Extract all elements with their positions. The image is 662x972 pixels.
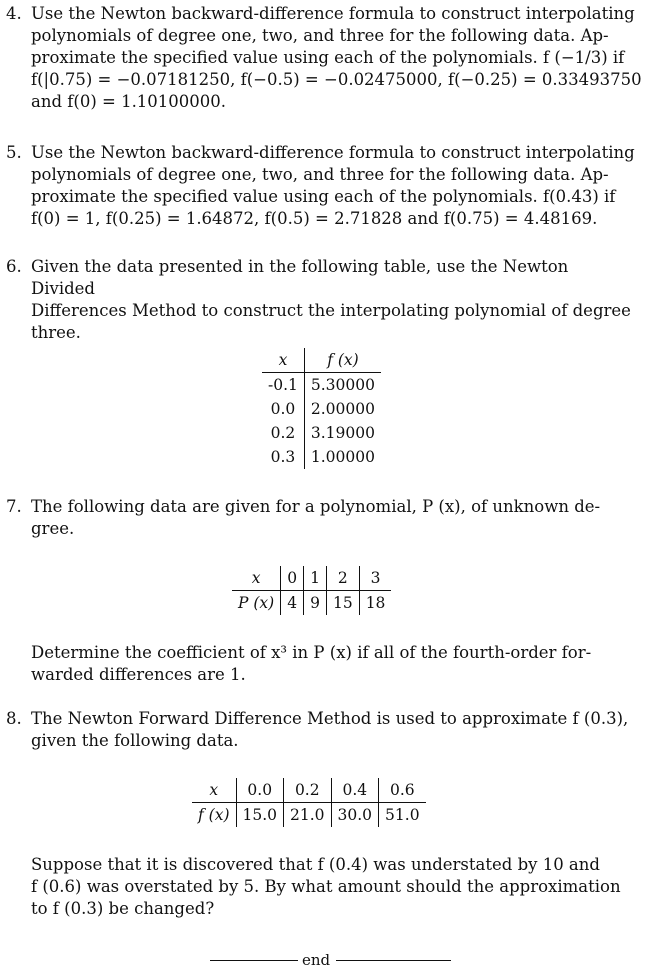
table-row: [262, 373, 381, 398]
text-line: three.: [31, 323, 81, 342]
text-line: The Newton Forward Difference Method is used to approximate f (0.3),: [31, 709, 629, 728]
text-line: f(|0.75) = −0.07181250, f(−0.5) = −0.02475000, f(−0.25) = 0.33493750: [31, 70, 642, 89]
table-row: [262, 445, 381, 469]
text-line: Suppose that it is discovered that f (0.4) was understated by 10 and: [31, 855, 600, 874]
table-cell: 0.6: [379, 778, 426, 803]
table-cell: 30.0: [331, 803, 379, 828]
table-cell: 4: [281, 591, 304, 616]
table-cell: 0.0: [270, 400, 296, 418]
table-cell: 9: [304, 591, 327, 616]
problem-text: [31, 3, 642, 113]
table-cell: 5.30000: [304, 373, 381, 398]
text-line: proximate the specified value using each of the polynomials. f(0.43) if: [31, 187, 616, 206]
table-cell: 15.0: [236, 803, 284, 828]
table-cell: 1: [304, 566, 327, 591]
text-line: Use the Newton backward-difference formula to construct interpolating: [31, 143, 635, 162]
problem-number: 6.: [6, 257, 22, 276]
table-cell: 21.0: [284, 803, 332, 828]
table-cell: 3.19000: [304, 421, 381, 445]
table-cell: 51.0: [379, 803, 426, 828]
text-line: Determine the coefficient of x³ in P (x) if all of the fourth-order for-: [31, 643, 592, 662]
table-row: [262, 421, 381, 445]
text-line: given the following data.: [31, 731, 239, 750]
table-cell: 0.2: [284, 778, 332, 803]
table-cell: 0: [281, 566, 304, 591]
table-cell: 0.2: [270, 424, 296, 442]
text-line: to f (0.3) be changed?: [31, 899, 215, 918]
problem-text: [31, 256, 637, 344]
problem-text: [31, 708, 637, 752]
problem-followup: [31, 854, 637, 920]
table-cell: 1.00000: [304, 445, 381, 469]
table-row: [262, 397, 381, 421]
text-line: Given the data presented in the following table, use the Newton Divided: [31, 257, 569, 298]
table-header: x: [262, 348, 304, 373]
problem-followup: [31, 642, 637, 686]
data-table: [232, 566, 391, 615]
problem-number: 4.: [6, 4, 22, 23]
row-label: P (x): [238, 594, 275, 612]
problem-number: 5.: [6, 143, 22, 162]
table-cell: 2.00000: [304, 397, 381, 421]
problem-text: [31, 496, 637, 540]
problem-number: 8.: [6, 709, 22, 728]
text-line: gree.: [31, 519, 75, 538]
text-line: The following data are given for a polynomial, P (x), of unknown de-: [31, 497, 601, 516]
text-line: polynomials of degree one, two, and three for the following data. Ap-: [31, 26, 609, 45]
table-cell: -0.1: [268, 376, 298, 394]
text-line: f(0) = 1, f(0.25) = 1.64872, f(0.5) = 2.71828 and f(0.75) = 4.48169.: [31, 209, 598, 228]
text-line: Use the Newton backward-difference formula to construct interpolating: [31, 4, 635, 23]
row-label: f (x): [198, 806, 230, 824]
text-line: proximate the specified value using each of the polynomials. f (−1/3) if: [31, 48, 625, 67]
data-table: [262, 348, 381, 469]
table-cell: 2: [326, 566, 359, 591]
data-table: [192, 778, 426, 827]
text-line: polynomials of degree one, two, and three for the following data. Ap-: [31, 165, 609, 184]
end-label: end: [302, 951, 331, 969]
problem-number: 7.: [6, 497, 22, 516]
text-line: Differences Method to construct the interpolating polynomial of degree: [31, 301, 631, 320]
end-divider-right: [336, 960, 451, 961]
table-cell: 0.0: [236, 778, 284, 803]
table-cell: 0.4: [331, 778, 379, 803]
text-line: warded differences are 1.: [31, 665, 246, 684]
table-cell: 18: [359, 591, 391, 616]
table-cell: 0.3: [270, 448, 296, 466]
table-cell: 15: [326, 591, 359, 616]
text-line: f (0.6) was overstated by 5. By what amount should the approximation: [31, 877, 621, 896]
end-divider-left: [210, 960, 298, 961]
problem-text: [31, 142, 637, 230]
text-line: and f(0) = 1.10100000.: [31, 92, 227, 111]
table-cell: 3: [359, 566, 391, 591]
row-label: x: [232, 566, 281, 591]
table-header: f (x): [304, 348, 381, 373]
row-label: x: [192, 778, 236, 803]
